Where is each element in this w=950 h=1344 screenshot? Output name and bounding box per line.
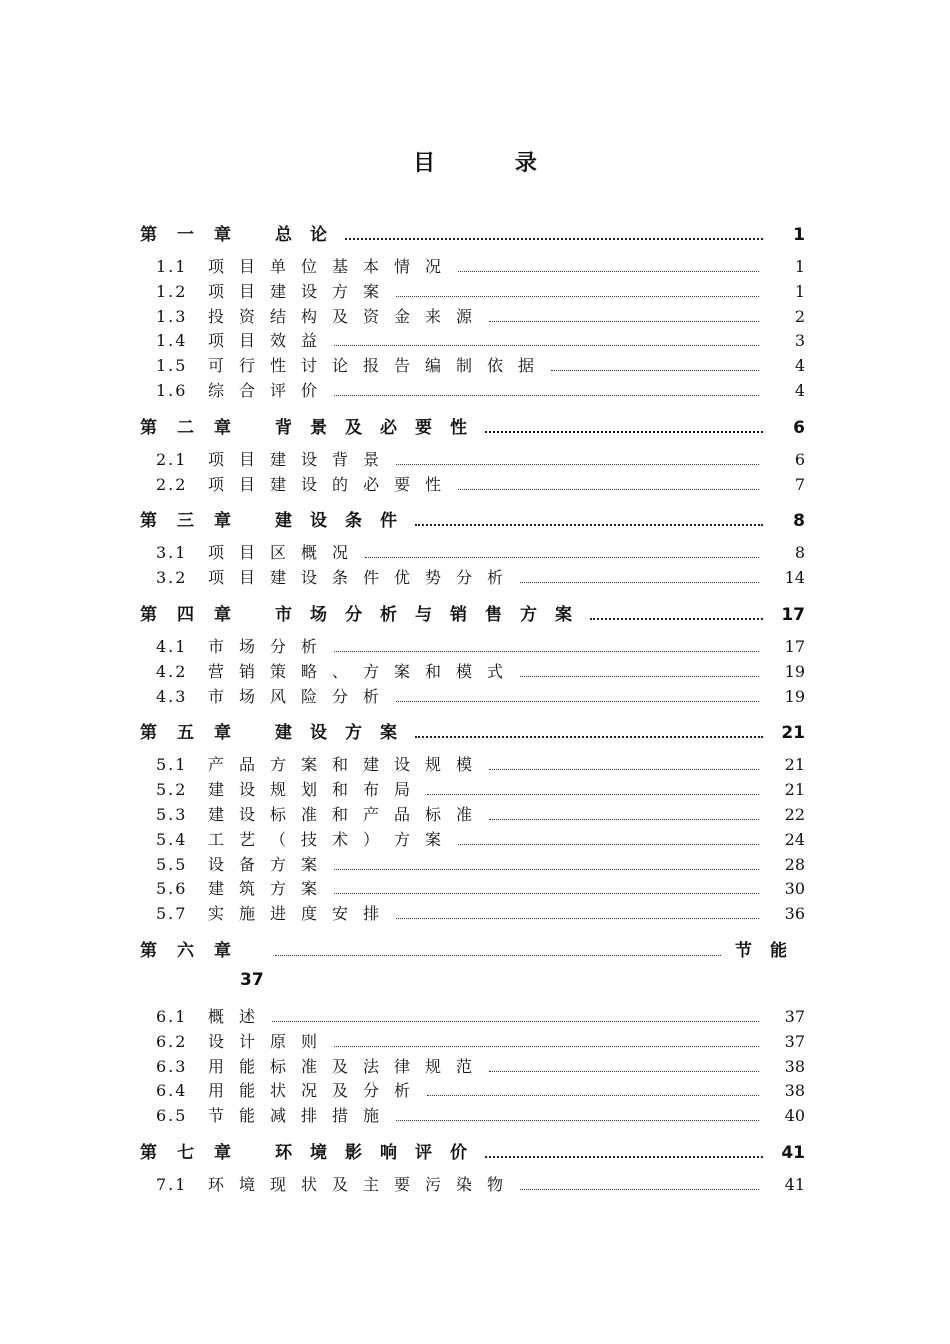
section-page-number: 37 <box>784 1031 805 1051</box>
dot-leader <box>485 431 763 433</box>
section-title: 可行性讨论报告编制依据 <box>208 356 550 376</box>
dot-leader <box>427 1095 759 1096</box>
chapter-number: 第三章 <box>140 511 251 532</box>
chapter-page-number: 21 <box>781 723 805 744</box>
section-number: 2.2 <box>156 474 188 494</box>
section-number: 6.2 <box>156 1031 188 1051</box>
dot-leader <box>365 557 759 558</box>
toc-section-row[interactable] <box>140 1172 805 1197</box>
section-title: 环境现状及主要污染物 <box>208 1174 519 1194</box>
section-title: 建设标准和产品标准 <box>208 804 488 824</box>
section-number: 5.6 <box>156 879 188 899</box>
section-title: 建设规划和布局 <box>208 780 426 800</box>
toc-section-row[interactable] <box>140 1054 805 1079</box>
section-page-number: 24 <box>784 829 805 849</box>
dot-leader <box>489 321 759 322</box>
dot-leader <box>458 844 759 845</box>
chapter-title: 建设条件 <box>275 511 415 532</box>
section-title: 市场风险分析 <box>208 686 395 706</box>
table-of-contents <box>140 220 805 1197</box>
toc-chapter-row[interactable] <box>140 220 805 250</box>
toc-section-row[interactable] <box>140 777 805 802</box>
section-title: 节能减排措施 <box>208 1106 395 1126</box>
toc-section-row[interactable] <box>140 254 805 279</box>
dot-leader <box>458 489 759 490</box>
dot-leader <box>415 736 763 738</box>
section-page-number: 19 <box>784 661 805 681</box>
toc-section-row[interactable] <box>140 1078 805 1103</box>
toc-section-row[interactable] <box>140 353 805 378</box>
section-page-number: 6 <box>794 449 805 469</box>
section-page-number: 37 <box>784 1006 805 1026</box>
section-title: 项目区概况 <box>208 543 364 563</box>
section-title: 项目建设的必要性 <box>208 474 457 494</box>
section-number: 5.2 <box>156 780 188 800</box>
toc-section-row[interactable] <box>140 1004 805 1029</box>
section-title: 投资结构及资金来源 <box>208 306 488 326</box>
section-page-number: 41 <box>784 1174 805 1194</box>
chapter-number: 第六章 <box>140 940 251 961</box>
section-page-number: 36 <box>784 904 805 924</box>
chapter-page-number: 17 <box>781 604 805 625</box>
section-number: 6.4 <box>156 1081 188 1101</box>
toc-section-row[interactable] <box>140 752 805 777</box>
page-title: 目 录 <box>413 151 573 176</box>
chapter-page-number: 41 <box>781 1142 805 1163</box>
section-page-number: 14 <box>784 568 805 588</box>
toc-section-row[interactable] <box>140 659 805 684</box>
toc-section-row[interactable] <box>140 304 805 329</box>
chapter-title: 市场分析与销售方案 <box>275 604 590 625</box>
toc-section-row[interactable] <box>140 540 805 565</box>
section-number: 3.2 <box>156 568 188 588</box>
section-title: 实施进度安排 <box>208 904 395 924</box>
chapter-page-number: 6 <box>793 417 805 438</box>
chapter-page-number: 8 <box>793 511 805 532</box>
section-page-number: 1 <box>794 257 805 276</box>
toc-section-row[interactable] <box>140 684 805 709</box>
toc-section-row[interactable] <box>140 802 805 827</box>
section-number: 1.4 <box>156 331 188 351</box>
section-title: 项目单位基本情况 <box>208 257 457 276</box>
toc-section-row[interactable] <box>140 565 805 590</box>
toc-section-row[interactable] <box>140 901 805 926</box>
toc-section-row[interactable] <box>140 328 805 353</box>
section-number: 5.5 <box>156 854 188 874</box>
section-number: 5.7 <box>156 904 188 924</box>
chapter-number: 第五章 <box>140 723 251 744</box>
toc-section-row[interactable] <box>140 447 805 472</box>
section-page-number: 22 <box>784 804 805 824</box>
section-title: 用能标准及法律规范 <box>208 1056 488 1076</box>
section-title: 项目建设背景 <box>208 449 395 469</box>
section-page-number: 30 <box>784 879 805 899</box>
section-title: 市场分析 <box>208 636 333 656</box>
section-title: 产品方案和建设规模 <box>208 755 488 775</box>
section-number: 2.1 <box>156 449 188 469</box>
dot-leader <box>334 1046 759 1047</box>
section-page-number: 21 <box>784 780 805 800</box>
section-title: 工艺（技术）方案 <box>208 829 457 849</box>
section-number: 6.3 <box>156 1056 188 1076</box>
dot-leader <box>334 651 759 652</box>
dot-leader <box>520 1189 759 1190</box>
dot-leader <box>396 464 759 465</box>
toc-section-row[interactable] <box>140 827 805 852</box>
section-number: 7.1 <box>156 1174 188 1194</box>
chapter-page-number: 37 <box>240 969 264 990</box>
dot-leader <box>334 345 759 346</box>
section-page-number: 2 <box>794 306 805 326</box>
section-title: 用能状况及分析 <box>208 1081 426 1101</box>
dot-leader <box>458 271 759 272</box>
section-number: 4.1 <box>156 636 188 656</box>
toc-section-row[interactable] <box>140 852 805 877</box>
dot-leader <box>520 676 759 677</box>
dot-leader <box>272 1021 759 1022</box>
section-number: 5.3 <box>156 804 188 824</box>
section-title: 设计原则 <box>208 1031 333 1051</box>
toc-chapter-row[interactable] <box>140 936 805 966</box>
dot-leader <box>396 1120 759 1121</box>
section-page-number: 4 <box>794 356 805 376</box>
chapter-number: 第四章 <box>140 604 251 625</box>
toc-section-row[interactable] <box>140 472 805 497</box>
dot-leader <box>345 238 763 240</box>
chapter-title: 总论 <box>275 225 345 245</box>
toc-chapter-row[interactable] <box>140 1138 805 1168</box>
dot-leader <box>551 370 759 371</box>
dot-leader <box>489 1071 759 1072</box>
dot-leader <box>396 918 759 919</box>
dot-leader <box>489 819 759 820</box>
dot-leader <box>485 1156 763 1158</box>
toc-section-row[interactable] <box>140 634 805 659</box>
chapter-number: 第七章 <box>140 1142 251 1163</box>
toc-chapter-row[interactable] <box>140 506 805 536</box>
toc-chapter-row[interactable] <box>140 600 805 630</box>
section-number: 5.1 <box>156 755 188 775</box>
chapter-title: 建设方案 <box>275 723 415 744</box>
section-page-number: 38 <box>784 1081 805 1101</box>
section-page-number: 4 <box>794 380 805 400</box>
chapter-title: 节能 <box>735 940 805 961</box>
section-page-number: 3 <box>794 331 805 351</box>
dot-leader <box>334 395 759 396</box>
toc-section-row[interactable] <box>140 378 805 403</box>
toc-chapter-row[interactable] <box>140 718 805 748</box>
chapter-number: 第二章 <box>140 417 251 438</box>
section-number: 1.1 <box>156 257 188 276</box>
section-page-number: 8 <box>794 543 805 563</box>
section-title: 设备方案 <box>208 854 333 874</box>
dot-leader <box>334 893 759 894</box>
section-number: 5.4 <box>156 829 188 849</box>
section-number: 1.2 <box>156 281 188 301</box>
section-number: 3.1 <box>156 543 188 563</box>
section-number: 1.3 <box>156 306 188 326</box>
section-page-number: 28 <box>784 854 805 874</box>
section-page-number: 7 <box>794 474 805 494</box>
section-title: 综合评价 <box>208 380 333 400</box>
section-page-number: 21 <box>784 755 805 775</box>
chapter-title: 环境影响评价 <box>275 1142 485 1163</box>
section-number: 4.2 <box>156 661 188 681</box>
section-number: 6.5 <box>156 1106 188 1126</box>
dot-leader <box>427 794 759 795</box>
chapter-number: 第一章 <box>140 225 251 245</box>
dot-leader <box>590 618 763 620</box>
section-page-number: 1 <box>794 281 805 301</box>
toc-section-row[interactable] <box>140 1029 805 1054</box>
toc-section-row[interactable] <box>140 279 805 304</box>
dot-leader <box>334 869 759 870</box>
section-number: 4.3 <box>156 686 188 706</box>
chapter-page-number: 1 <box>793 225 805 245</box>
toc-chapter-row[interactable] <box>140 413 805 443</box>
toc-section-row[interactable] <box>140 876 805 901</box>
section-page-number: 17 <box>784 636 805 656</box>
section-page-number: 19 <box>784 686 805 706</box>
dot-leader <box>396 701 759 702</box>
chapter-title: 背景及必要性 <box>275 417 485 438</box>
section-title: 营销策略、方案和模式 <box>208 661 519 681</box>
section-title: 概述 <box>208 1006 271 1026</box>
dot-leader <box>396 296 759 297</box>
section-title: 项目效益 <box>208 331 333 351</box>
section-page-number: 38 <box>784 1056 805 1076</box>
section-title: 项目建设条件优势分析 <box>208 568 519 588</box>
dot-leader <box>415 524 763 526</box>
toc-section-row[interactable] <box>140 1103 805 1128</box>
dot-leader <box>520 582 759 583</box>
section-number: 1.6 <box>156 380 188 400</box>
section-number: 1.5 <box>156 356 188 376</box>
dot-leader <box>275 955 721 956</box>
section-number: 6.1 <box>156 1006 188 1026</box>
section-title: 建筑方案 <box>208 879 333 899</box>
section-page-number: 40 <box>784 1106 805 1126</box>
section-title: 项目建设方案 <box>208 281 395 301</box>
dot-leader <box>489 769 759 770</box>
